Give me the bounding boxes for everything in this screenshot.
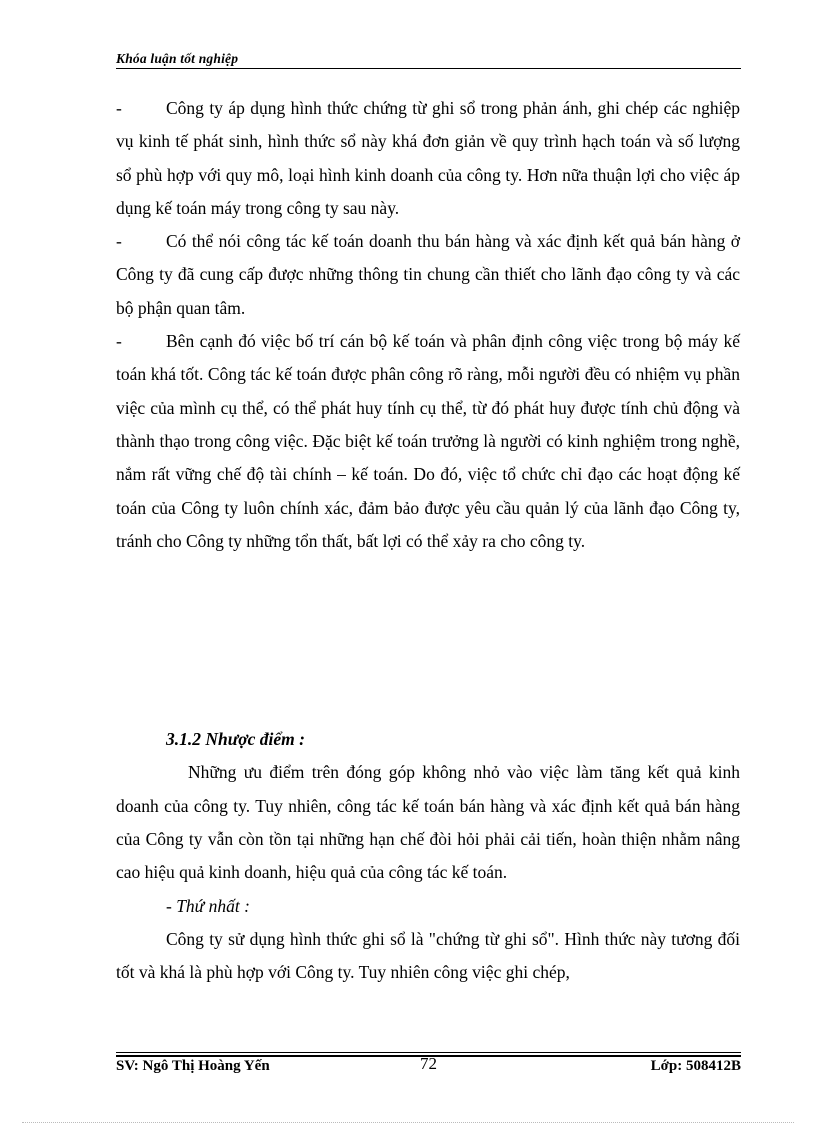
class-code: Lớp: 508412B	[650, 1058, 741, 1074]
section-intro-paragraph: Những ưu điểm trên đóng góp không nhỏ vào việc làm tăng kết quả kinh doanh của công ty. Tuy nhiên, công tác kế toán bán hàng và xác định kết quả bán hàng của Công ty vẫn còn tồn tại những hạn chế đòi hỏi phải cải tiến, hoàn thiện nhằm nâng cao hiệu quả kinh doanh, hiệu quả của công tác kế toán.	[116, 762, 740, 883]
section-body-paragraph: Công ty sử dụng hình thức ghi sổ là "chứng từ ghi sổ". Hình thức này tương đối tốt và khá là phù hợp với Công ty. Tuy nhiên công việc ghi chép,	[116, 928, 740, 983]
bullet-paragraph-1	[116, 92, 740, 225]
page-footer	[116, 1056, 741, 1080]
sub-heading: - Thứ nhất :	[166, 895, 250, 916]
bullet-text: Công ty áp dụng hình thức chứng từ ghi sổ trong phản ánh, ghi chép các nghiệp vụ kinh tế phát sinh, hình thức sổ này khá đơn giản về quy trình hạch toán và số lượng sổ phù hợp với quy mô, loại hình kinh doanh của công ty. Hơn nữa thuận lợi cho việc áp dụng kế toán máy trong công ty sau này.	[116, 98, 740, 218]
footer-rule-thin	[116, 1052, 741, 1053]
spacer	[116, 558, 740, 723]
bullet-text: Có thể nói công tác kế toán doanh thu bán hàng và xác định kết quả bán hàng ở Công ty đã cung cấp được những thông tin chung cần thiết cho lãnh đạo công ty và các bộ phận quan tâm.	[116, 231, 740, 318]
header-title: Khóa luận tốt nghiệp	[116, 51, 239, 66]
bullet-dash: -	[116, 331, 122, 352]
bullet-paragraph-3	[116, 325, 740, 558]
page-content	[116, 92, 740, 990]
bullet-paragraph-2	[116, 225, 740, 325]
page-number: 72	[420, 1054, 437, 1073]
bullet-text: Bên cạnh đó việc bố trí cán bộ kế toán và phân định công việc trong bộ máy kế toán khá tốt. Công tác kế toán được phân công rõ ràng, mỗi người đều có nhiệm vụ phần việc của mình cụ thể, có thể phát huy tính cụ thể, từ đó phát huy được tính chủ động và thành thạo trong công việc. Đặc biệt kế toán trưởng là người có kinh nghiệm trong nghề, nắm rất vững chế độ tài chính – kế toán. Do đó, việc tổ chức chỉ đạo các hoạt động kế toán của Công ty luôn chính xác, đảm bảo được yêu cầu quản lý của lãnh đạo Công ty, tránh cho Công ty những tổn thất, bất lợi có thể xảy ra cho công ty.	[116, 331, 740, 551]
bullet-dash: -	[116, 98, 122, 118]
bullet-dash: -	[116, 231, 122, 252]
section-heading: 3.1.2 Nhược điểm :	[166, 729, 305, 750]
page-header	[116, 50, 741, 69]
student-name: SV: Ngô Thị Hoàng Yến	[116, 1058, 270, 1074]
